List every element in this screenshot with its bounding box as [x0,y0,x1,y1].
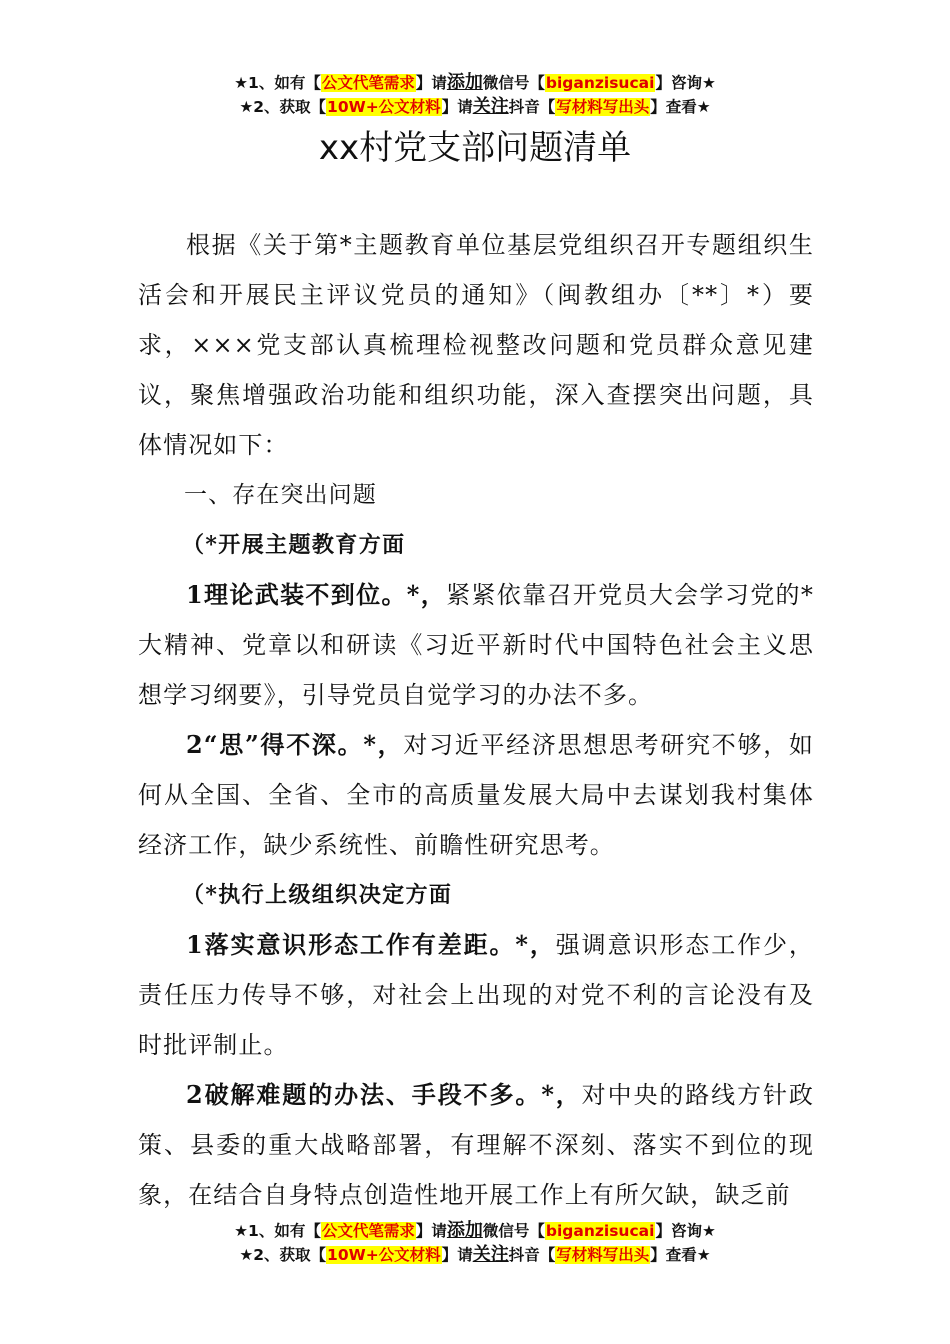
banner-text: ★1、如有【 [234,1222,321,1240]
banner-highlight: 写材料写出头 [556,1246,650,1264]
banner-highlight: 公文代笔需求 [321,74,415,92]
issue-text: 对习近平经济思想思考研究不够，如何从全国、全省、全市的高质量发展大局中去谋划我村集体经济工作，缺少系统性、前瞻性研究思考。 [138,731,814,859]
banner-line-2 [0,95,950,119]
banner-highlight: 公文代笔需求 [321,1222,415,1240]
banner-line-1 [0,1219,950,1243]
banner-text: 】查看★ [650,1246,711,1264]
banner-text: 】请 [415,1222,447,1240]
footer-banner [0,1219,950,1267]
issue-text: 强调意识形态工作少，责任压力传导不够，对社会上出现的对党不利的言论没有及时批评制止。 [138,931,814,1059]
banner-line-1 [0,71,950,95]
issue-lead: 1理论武装不到位。*， [186,580,447,609]
subsection-heading: （*执行上级组织决定方面 [182,882,453,908]
banner-highlight: 写材料写出头 [556,98,650,116]
banner-text: 】咨询★ [655,74,716,92]
banner-text: 】查看★ [650,98,711,116]
banner-line-2 [0,1243,950,1267]
banner-text: ★2、获取【 [239,1246,327,1264]
banner-text: ★2、获取【 [239,98,327,116]
issue-text: 紧紧依靠召开党员大会学习党的*大精神、党章以和研读《习近平新时代中国特色社会主义思想学习纲要》，引导党员自觉学习的办法不多。 [138,581,815,709]
banner-highlight: 10W+公文材料 [327,1246,441,1264]
banner-underlined: 关注 [472,96,509,117]
issue-lead: 2破解难题的办法、手段不多。*， [186,1080,582,1109]
banner-text: 】请 [415,74,447,92]
issue-item [138,570,814,720]
issue-item [138,720,814,870]
banner-underlined: 添加 [446,72,483,93]
banner-text: 】请 [441,98,473,116]
section-heading: 一、存在突出问题 [184,482,377,508]
banner-underlined: 关注 [472,1244,509,1265]
banner-highlight: 10W+公文材料 [327,98,441,116]
banner-underlined: 添加 [446,1220,483,1241]
issue-lead: 1落实意识形态工作有差距。*， [186,930,556,959]
document-title: xx村党支部问题清单 [318,128,632,168]
intro-paragraph: 根据《关于第*主题教育单位基层党组织召开专题组织生活会和开展民主评议党员的通知》（闽教组办〔**〕*）要求，×××党支部认真梳理检视整改问题和党员群众意见建议，聚焦增强政治功能和组织功能，深入查摆突出问题，具体情况如下： [138,231,814,459]
banner-highlight: biganzisucai [545,1222,655,1240]
document-body [138,220,814,1220]
issue-item [138,920,814,1070]
banner-text: 微信号【 [482,1222,545,1240]
banner-text: 微信号【 [482,74,545,92]
issue-text: 对中央的路线方针政策、县委的重大战略部署，有理解不深刻、落实不到位的现象，在结合自身特点创造性地开展工作上有所欠缺，缺乏前 [138,1081,814,1209]
subsection-heading: （*开展主题教育方面 [182,532,406,558]
banner-text: 抖音【 [508,1246,556,1264]
banner-text: 】咨询★ [655,1222,716,1240]
banner-text: 抖音【 [508,98,556,116]
banner-highlight: biganzisucai [545,74,655,92]
issue-lead: 2“思”得不深。*， [186,730,404,759]
issue-item [138,1070,814,1220]
banner-text: 】请 [441,1246,473,1264]
header-banner [0,71,950,119]
banner-text: ★1、如有【 [234,74,321,92]
